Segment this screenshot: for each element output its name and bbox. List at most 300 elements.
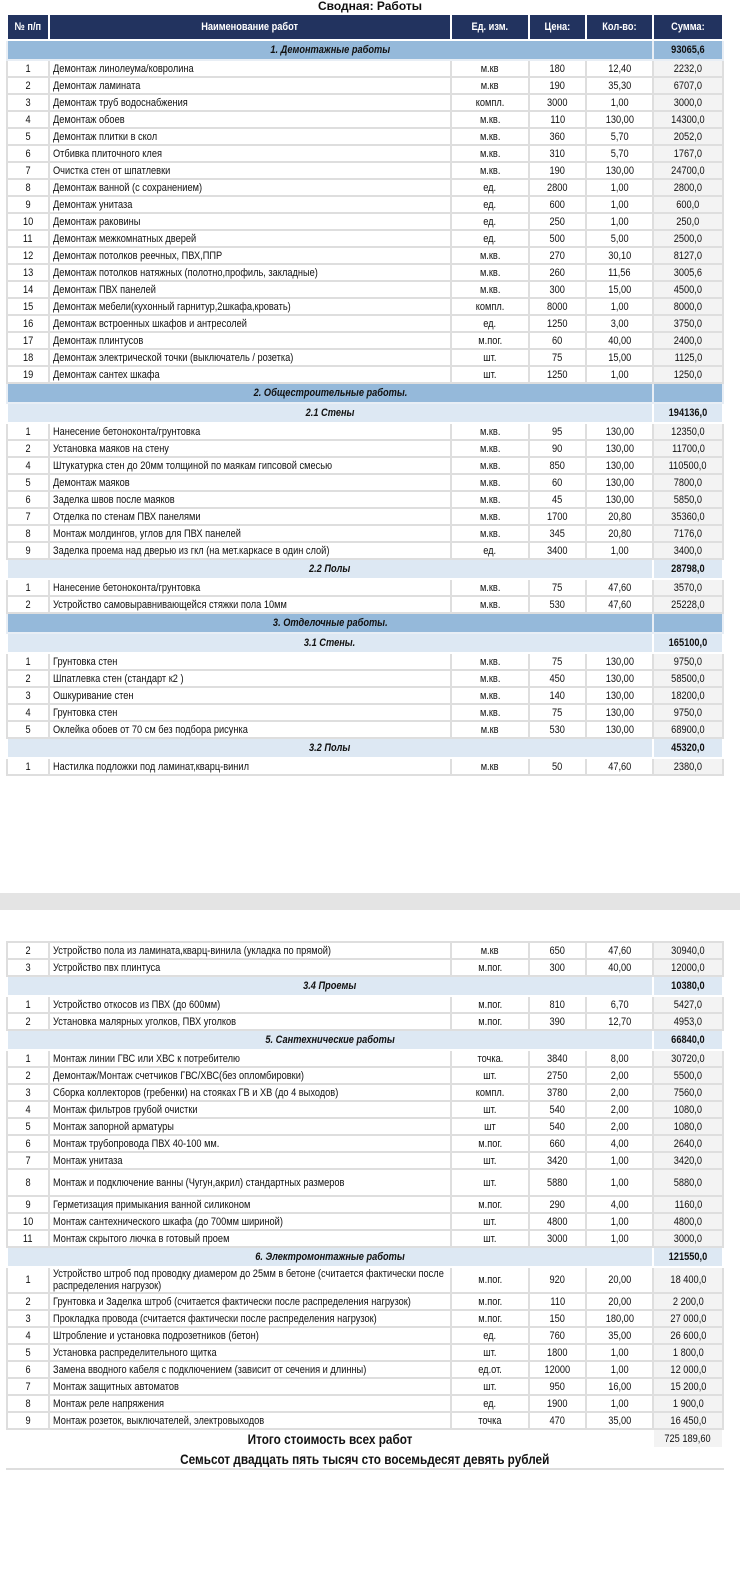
row-sum-text: 3750,0	[673, 317, 703, 330]
work-name	[49, 1013, 451, 1030]
row-number-text: 1	[25, 581, 31, 594]
price	[529, 440, 586, 457]
section-sum-text: 66840,0	[671, 1034, 705, 1046]
table-row	[7, 94, 723, 111]
unit-text: компл.	[475, 300, 505, 313]
price	[529, 596, 586, 613]
work-name	[49, 77, 451, 94]
unit	[451, 1344, 529, 1361]
row-number-text: 1	[25, 1274, 31, 1286]
quantity	[586, 1050, 653, 1067]
row-number-text: 8	[25, 1176, 31, 1189]
quantity	[586, 491, 653, 508]
quantity	[586, 1378, 653, 1395]
row-number-text: 2	[25, 598, 31, 611]
work-name	[49, 94, 451, 111]
row-sum	[653, 230, 723, 247]
quantity	[586, 1395, 653, 1412]
row-number	[7, 179, 49, 196]
unit-text: м.кв.	[479, 113, 501, 126]
price	[529, 247, 586, 264]
price	[529, 1050, 586, 1067]
unit	[451, 423, 529, 440]
row-number-text: 11	[23, 1232, 33, 1245]
work-name-text: Демонтаж обоев	[53, 113, 125, 126]
section-title-text: 6. Электромонтажные работы	[255, 1251, 405, 1263]
row-number	[7, 1293, 49, 1310]
price	[529, 508, 586, 525]
section-title	[7, 559, 653, 579]
quantity-text: 47,60	[607, 598, 632, 611]
quantity	[586, 1213, 653, 1230]
price	[529, 670, 586, 687]
unit	[451, 596, 529, 613]
section-sum-text: 121550,0	[668, 1251, 708, 1263]
unit	[451, 264, 529, 281]
row-sum-text: 2380,0	[673, 760, 703, 773]
table-row	[7, 491, 723, 508]
row-number-text: 10	[22, 215, 34, 228]
table-row	[7, 1327, 723, 1344]
work-name	[49, 579, 451, 596]
row-sum	[653, 315, 723, 332]
quantity-text: 130,00	[605, 113, 634, 126]
row-number	[7, 1378, 49, 1395]
work-name	[49, 298, 451, 315]
table-row	[7, 281, 723, 298]
row-number	[7, 758, 49, 775]
section-title-text: 2.1 Стены	[305, 407, 355, 419]
work-name-text: Демонтаж мебели(кухонный гарнитур,2шкафа,кровать)	[53, 300, 291, 313]
row-number	[7, 1169, 49, 1196]
table-row	[7, 213, 723, 230]
section-sum	[653, 403, 723, 423]
unit-text: ед.	[483, 198, 497, 211]
quantity-text: 130,00	[605, 655, 634, 668]
unit	[451, 440, 529, 457]
section-sum-text: 194136,0	[668, 407, 708, 419]
unit-text: м.кв.	[479, 147, 501, 160]
quantity	[586, 230, 653, 247]
row-sum	[653, 366, 723, 383]
quantity	[586, 247, 653, 264]
unit-text: шт.	[483, 1380, 497, 1393]
work-name-text: Грунтовка и Заделка штроб (считается фактически после распределения нагрузок)	[53, 1295, 411, 1308]
total-in-words-row	[7, 1448, 723, 1469]
row-sum	[653, 1395, 723, 1412]
price-text: 300	[549, 961, 566, 974]
work-name	[49, 1118, 451, 1135]
unit-text: м.пог.	[478, 998, 502, 1011]
table-row	[7, 1310, 723, 1327]
unit	[451, 1067, 529, 1084]
row-sum-text: 1250,0	[673, 368, 703, 381]
unit-text: м.пог.	[478, 1198, 502, 1211]
row-number-text: 12	[22, 249, 34, 262]
price-text: 660	[549, 1137, 566, 1150]
unit-text: ед.от.	[478, 1363, 502, 1376]
row-sum	[653, 996, 723, 1013]
work-name	[49, 525, 451, 542]
work-name	[49, 457, 451, 474]
unit	[451, 721, 529, 738]
quantity	[586, 525, 653, 542]
unit-text: компл.	[475, 1086, 505, 1099]
row-number	[7, 670, 49, 687]
unit-text: м.кв	[481, 723, 499, 736]
row-number-text: 4	[25, 459, 31, 472]
row-sum	[653, 94, 723, 111]
row-sum-text: 2800,0	[673, 181, 703, 194]
row-sum-text: 9750,0	[673, 655, 703, 668]
section-header-row	[7, 976, 723, 996]
quantity-text: 130,00	[605, 459, 634, 472]
col-label: Наименование работ	[201, 21, 299, 33]
price-text: 290	[549, 1198, 566, 1211]
row-sum-text: 11700,0	[671, 442, 705, 455]
row-sum	[653, 196, 723, 213]
price	[529, 423, 586, 440]
col-number	[7, 14, 49, 40]
price	[529, 349, 586, 366]
row-sum	[653, 247, 723, 264]
quantity-text: 47,60	[607, 944, 632, 957]
works-table-part-1	[6, 13, 724, 776]
quantity	[586, 1135, 653, 1152]
unit	[451, 1196, 529, 1213]
table-row	[7, 298, 723, 315]
section-title-text: 2. Общестроительные работы.	[253, 387, 407, 399]
quantity-text: 130,00	[605, 442, 634, 455]
table-row	[7, 1118, 723, 1135]
table-row	[7, 1344, 723, 1361]
price	[529, 542, 586, 559]
unit-text: м.кв.	[479, 493, 501, 506]
price	[529, 942, 586, 959]
quantity	[586, 474, 653, 491]
price	[529, 1327, 586, 1344]
row-number	[7, 111, 49, 128]
quantity-text: 1,00	[610, 1397, 629, 1410]
work-name-text: Демонтаж труб водоснабжения	[53, 96, 188, 109]
row-number-text: 6	[25, 147, 31, 160]
price-text: 75	[552, 655, 563, 668]
quantity-text: 180,00	[605, 1312, 634, 1325]
price	[529, 1013, 586, 1030]
row-number-text: 2	[25, 1015, 31, 1028]
section-title	[7, 1247, 653, 1267]
price-text: 75	[552, 351, 563, 364]
work-name	[49, 542, 451, 559]
quantity-text: 1,00	[610, 1232, 629, 1245]
price	[529, 298, 586, 315]
row-number	[7, 942, 49, 959]
row-sum-text: 3000,0	[673, 1232, 703, 1245]
price	[529, 213, 586, 230]
section-title	[7, 403, 653, 423]
col-unit	[451, 14, 529, 40]
row-sum	[653, 491, 723, 508]
unit-text: шт.	[483, 1232, 497, 1245]
work-name	[49, 1412, 451, 1429]
grand-total-value	[653, 1429, 723, 1448]
section-title	[7, 613, 653, 633]
unit-text: м.кв.	[479, 689, 501, 702]
price-text: 530	[549, 723, 566, 736]
unit	[451, 653, 529, 670]
table-row	[7, 959, 723, 976]
work-name	[49, 145, 451, 162]
unit	[451, 145, 529, 162]
price-text: 920	[549, 1274, 566, 1286]
unit	[451, 491, 529, 508]
unit-text: шт.	[483, 1154, 497, 1167]
work-name-text: Прокладка провода (считается фактически после распределения нагрузок)	[53, 1312, 377, 1325]
table-row	[7, 111, 723, 128]
price	[529, 525, 586, 542]
row-number-text: 16	[22, 317, 34, 330]
row-sum	[653, 474, 723, 491]
quantity-text: 8,00	[610, 1052, 629, 1065]
unit	[451, 1327, 529, 1344]
unit-text: м.пог.	[478, 1137, 502, 1150]
quantity-text: 35,00	[607, 1414, 632, 1427]
unit-text: м.кв.	[479, 130, 501, 143]
row-sum-text: 24700,0	[671, 164, 705, 177]
unit	[451, 942, 529, 959]
price	[529, 653, 586, 670]
unit	[451, 1378, 529, 1395]
table-row	[7, 1169, 723, 1196]
work-name-text: Грунтовка стен	[53, 655, 118, 668]
section-sum	[653, 738, 723, 758]
row-number-text: 15	[22, 300, 34, 313]
grand-total-row	[7, 1429, 723, 1448]
quantity	[586, 1293, 653, 1310]
row-sum-text: 2400,0	[673, 334, 703, 347]
work-name-text: Штукатурка стен до 20мм толщиной по маякам гипсовой смесью	[53, 459, 332, 472]
unit	[451, 1101, 529, 1118]
row-number	[7, 264, 49, 281]
price-text: 190	[549, 79, 566, 92]
page-break-divider	[0, 893, 740, 910]
price	[529, 1344, 586, 1361]
price	[529, 145, 586, 162]
row-number	[7, 1152, 49, 1169]
section-sum-text: 28798,0	[671, 563, 705, 575]
work-name	[49, 281, 451, 298]
unit-text: шт.	[483, 1215, 497, 1228]
section-title	[7, 40, 653, 60]
row-number-text: 6	[25, 1363, 31, 1376]
quantity	[586, 349, 653, 366]
row-sum-text: 58500,0	[671, 672, 705, 685]
work-name	[49, 315, 451, 332]
price-text: 180	[549, 62, 566, 75]
price-text: 50	[552, 760, 563, 773]
price-text: 12000	[544, 1363, 571, 1376]
quantity-text: 3,00	[610, 317, 629, 330]
row-number-text: 13	[22, 266, 34, 279]
unit	[451, 1230, 529, 1247]
unit	[451, 230, 529, 247]
section-header-row	[7, 559, 723, 579]
row-number-text: 8	[25, 527, 31, 540]
unit	[451, 474, 529, 491]
row-sum	[653, 1310, 723, 1327]
unit-text: шт.	[483, 1176, 497, 1189]
row-sum	[653, 162, 723, 179]
row-sum-text: 26 600,0	[670, 1329, 706, 1342]
quantity	[586, 721, 653, 738]
work-name-text: Монтаж розеток, выключателей, электровыходов	[53, 1414, 265, 1427]
quantity	[586, 579, 653, 596]
work-name-text: Монтаж молдингов, углов для ПВХ панелей	[53, 527, 241, 540]
table-row	[7, 670, 723, 687]
price	[529, 579, 586, 596]
row-sum-text: 25228,0	[671, 598, 705, 611]
quantity-text: 20,80	[607, 510, 632, 523]
quantity	[586, 457, 653, 474]
unit-text: шт.	[483, 351, 497, 364]
section-sum	[653, 633, 723, 653]
price	[529, 77, 586, 94]
row-sum	[653, 721, 723, 738]
quantity-text: 4,00	[610, 1198, 629, 1211]
quantity-text: 6,70	[610, 998, 629, 1011]
row-number-text: 2	[25, 79, 31, 92]
row-sum	[653, 687, 723, 704]
price-text: 190	[549, 164, 566, 177]
row-number	[7, 230, 49, 247]
row-sum-text: 3005,6	[673, 266, 703, 279]
work-name-text: Демонтаж раковины	[53, 215, 141, 228]
work-name	[49, 440, 451, 457]
price	[529, 758, 586, 775]
row-sum-text: 7560,0	[673, 1086, 703, 1099]
unit	[451, 704, 529, 721]
row-number-text: 9	[25, 544, 31, 557]
price-text: 1900	[547, 1397, 568, 1410]
work-name	[49, 196, 451, 213]
unit-text: ед.	[483, 544, 497, 557]
price	[529, 1395, 586, 1412]
row-sum	[653, 1050, 723, 1067]
table-row	[7, 162, 723, 179]
table-row	[7, 721, 723, 738]
price-text: 3400	[547, 544, 568, 557]
work-name-text: Монтаж унитаза	[53, 1154, 123, 1167]
work-name	[49, 366, 451, 383]
quantity	[586, 596, 653, 613]
quantity	[586, 1267, 653, 1293]
row-sum-text: 16 450,0	[670, 1414, 706, 1427]
unit	[451, 77, 529, 94]
row-number	[7, 1344, 49, 1361]
work-name	[49, 508, 451, 525]
row-number-text: 11	[23, 232, 33, 245]
work-name-text: Герметизация примыкания ванной силиконом	[53, 1198, 251, 1211]
unit-text: точка	[478, 1414, 502, 1427]
table-row	[7, 596, 723, 613]
unit-text: шт.	[483, 1069, 497, 1082]
row-number	[7, 1084, 49, 1101]
row-sum-text: 30940,0	[671, 944, 705, 957]
table-row	[7, 542, 723, 559]
price	[529, 1101, 586, 1118]
row-number	[7, 440, 49, 457]
work-name-text: Демонтаж маяков	[53, 476, 130, 489]
price	[529, 1293, 586, 1310]
work-name	[49, 1050, 451, 1067]
col-qty	[586, 14, 653, 40]
row-number-text: 1	[25, 998, 31, 1011]
price-text: 3000	[547, 1232, 568, 1245]
section-title	[7, 633, 653, 653]
quantity-text: 1,00	[610, 1346, 629, 1359]
row-sum-text: 5850,0	[673, 493, 703, 506]
table-row	[7, 196, 723, 213]
work-name	[49, 1101, 451, 1118]
work-name	[49, 1067, 451, 1084]
work-name	[49, 653, 451, 670]
grand-total-label-text: Итого стоимость всех работ	[247, 1430, 413, 1447]
work-name-text: Шпатлевка стен (стандарт к2 )	[53, 672, 184, 685]
quantity	[586, 670, 653, 687]
work-name-text: Монтаж трубопровода ПВХ 40-100 мм.	[53, 1137, 220, 1150]
row-sum-text: 18200,0	[671, 689, 705, 702]
work-name	[49, 959, 451, 976]
section-sum	[653, 1030, 723, 1050]
row-sum-text: 12000,0	[671, 961, 705, 974]
work-name	[49, 179, 451, 196]
row-number-text: 5	[25, 476, 31, 489]
price-text: 5880	[547, 1176, 568, 1189]
row-number-text: 5	[25, 723, 31, 736]
row-number-text: 17	[22, 334, 34, 347]
quantity-text: 130,00	[605, 672, 634, 685]
price-text: 3840	[547, 1052, 568, 1065]
table-row	[7, 230, 723, 247]
row-sum	[653, 542, 723, 559]
row-number	[7, 959, 49, 976]
row-sum	[653, 281, 723, 298]
unit-text: м.кв	[481, 62, 499, 75]
work-name-text: Монтаж и подключение ванны (Чугун,акрил) стандартных размеров	[53, 1176, 345, 1189]
quantity-text: 47,60	[607, 760, 632, 773]
unit-text: ед.	[483, 1397, 497, 1410]
row-number	[7, 298, 49, 315]
work-name-text: Монтаж запорной арматуры	[53, 1120, 174, 1133]
row-number	[7, 1230, 49, 1247]
section-sum	[653, 1247, 723, 1267]
row-number-text: 14	[22, 283, 34, 296]
section-title-text: 3.2 Полы	[309, 742, 351, 754]
price	[529, 1118, 586, 1135]
row-number-text: 6	[25, 493, 31, 506]
work-name	[49, 128, 451, 145]
price-text: 4800	[547, 1215, 568, 1228]
unit	[451, 1118, 529, 1135]
quantity	[586, 1361, 653, 1378]
unit	[451, 1310, 529, 1327]
unit	[451, 162, 529, 179]
row-sum-text: 1080,0	[673, 1103, 703, 1116]
unit	[451, 1267, 529, 1293]
quantity-text: 5,70	[610, 130, 629, 143]
table-row	[7, 1196, 723, 1213]
row-number	[7, 247, 49, 264]
